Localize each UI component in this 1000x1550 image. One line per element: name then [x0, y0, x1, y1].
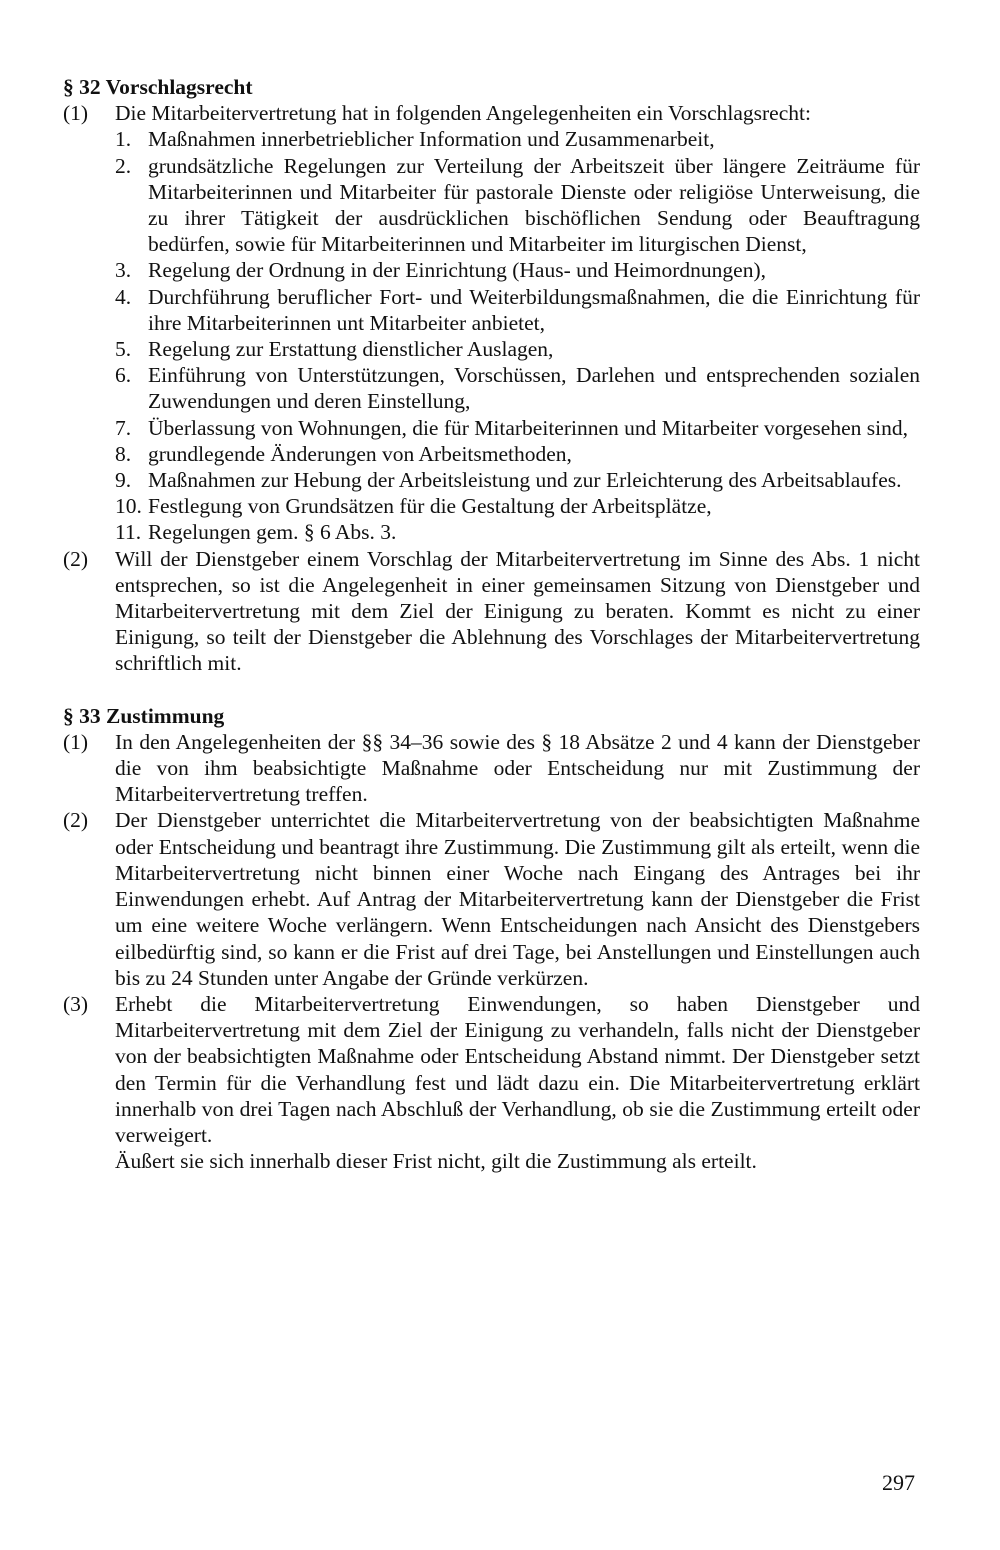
paragraph-text: In den Angelegenheiten der §§ 34–36 sowie des § 18 Absätze 2 und 4 kann der Dienstgeber die von ihm beabsichtigte Maßnahme oder Entscheidung nur mit Zustimmung der Mitarbeitervertretung treffen.	[115, 729, 920, 807]
list-item	[115, 493, 920, 519]
list-item-number: 11.	[115, 520, 142, 545]
paragraph-number: (1)	[63, 101, 89, 126]
paragraph-32-2	[63, 546, 920, 677]
list-item-text: grundlegende Änderungen von Arbeitsmethoden,	[148, 441, 572, 466]
list-item-number: 10.	[115, 494, 142, 519]
paragraph-number: (1)	[63, 729, 89, 754]
list-item-text: Maßnahmen zur Hebung der Arbeitsleistung und zur Erleichterung des Arbeitsablaufes.	[148, 468, 902, 493]
paragraph-text: Erhebt die Mitarbeitervertretung Einwendungen, so haben Dienstgeber und Mitarbeitervertretung mit dem Ziel der Einigung zu verhandeln, falls nicht der Dienstgeber von der beabsichtigten Maßnahme oder Entscheidung Abstand nimmt. Der Dienstgeber setzt den Termin für die Verhandlung fest und lädt dazu ein. Die Mitarbeitervertretung erklärt innerhalb von drei Tagen nach Abschluß der Verhandlung, ob sie die Zustimmung erteilt oder verweigert.	[115, 991, 920, 1147]
list-item-number: 4.	[115, 284, 132, 309]
paragraph-text: Will der Dienstgeber einem Vorschlag der Mitarbeitervertretung im Sinne des Abs. 1 nicht entsprechen, so ist die Angelegenheit in einer gemeinsamen Sitzung von Dienstgeber und Mitarbeitervertretung mit dem Ziel der Einigung zu beraten. Kommt es nicht zu einer Einigung, so teilt der Dienstgeber die Ablehnung des Vorschlages der Mitarbeitervertretung schriftlich mit.	[115, 546, 920, 676]
paragraph-number: (3)	[63, 991, 89, 1016]
paragraph-33-2	[63, 807, 920, 990]
list-item-text: Regelung der Ordnung in der Einrichtung (Haus- und Heimordnungen),	[148, 258, 766, 283]
list-item-number: 3.	[115, 258, 132, 283]
list-item-text: Regelung zur Erstattung dienstlicher Auslagen,	[148, 337, 554, 362]
list-item-text: Regelungen gem. § 6 Abs. 3.	[148, 520, 397, 545]
list-item-number: 7.	[115, 415, 132, 440]
list-item-text: Festlegung von Grundsätzen für die Gestaltung der Arbeitsplätze,	[148, 494, 712, 519]
paragraph-32-1	[63, 100, 920, 545]
list-item	[115, 467, 920, 493]
list-item	[115, 153, 920, 258]
paragraph-text: Der Dienstgeber unterrichtet die Mitarbeitervertretung von der beabsichtigten Maßnahme oder Entscheidung und beantragt ihre Zustimmung. Die Zustimmung gilt als erteilt, wenn die Mitarbeitervertretung nicht binnen einer Woche nach Eingang des Antrages bei ihr Einwendungen erhebt. Auf Antrag der Mitarbeitervertretung kann der Dienstgeber die Frist um eine weitere Woche verlängern. Wenn Entscheidungen nach Ansicht des Dienstgebers eilbedürftig sind, so kann er die Frist auf drei Tage, bei Anstellungen und Einstellungen auch bis zu 24 Stunden unter Angabe der Gründe verkürzen.	[115, 808, 920, 990]
section-heading-32: § 32 Vorschlagsrecht	[63, 75, 253, 99]
list-item-number: 1.	[115, 127, 132, 152]
list-item	[115, 284, 920, 336]
paragraph-continuation: Äußert sie sich innerhalb dieser Frist nicht, gilt die Zustimmung als erteilt.	[115, 1149, 757, 1174]
list-item-number: 9.	[115, 468, 132, 493]
list-item	[115, 126, 920, 152]
list-item	[115, 415, 920, 441]
paragraph-text: Die Mitarbeitervertretung hat in folgenden Angelegenheiten ein Vorschlagsrecht:	[115, 101, 811, 126]
list-item-text: grundsätzliche Regelungen zur Verteilung der Arbeitszeit über längere Zeiträume für Mitarbeiterinnen und Mitarbeiter für pastorale Dienste oder religiöse Unterweisung, die zu ihrer Tätigkeit der ausdrücklichen bischöflichen Sendung oder Beauftragung bedürfen, sowie für Mitarbeiterinnen und Mitarbeiter im liturgischen Dienst,	[148, 153, 920, 257]
paragraph-body	[115, 100, 920, 545]
paragraph-number: (2)	[63, 808, 89, 833]
list-item	[115, 362, 920, 414]
document-page	[63, 74, 920, 1174]
page-number: 297	[882, 1470, 915, 1495]
enumerated-list	[115, 126, 920, 545]
list-item-number: 6.	[115, 363, 132, 388]
list-item-text: Überlassung von Wohnungen, die für Mitarbeiterinnen und Mitarbeiter vorgesehen sind,	[148, 415, 908, 440]
list-item-text: Maßnahmen innerbetrieblicher Information und Zusammenarbeit,	[148, 127, 715, 152]
list-item-number: 8.	[115, 441, 132, 466]
paragraph-33-1	[63, 729, 920, 808]
list-item-number: 2.	[115, 153, 132, 178]
list-item-text: Einführung von Unterstützungen, Vorschüssen, Darlehen und entsprechenden sozialen Zuwendungen und deren Einstellung,	[148, 363, 920, 414]
paragraph-33-3	[63, 991, 920, 1148]
list-item	[115, 257, 920, 283]
paragraph-number: (2)	[63, 546, 89, 571]
section-heading-33: § 33 Zustimmung	[63, 703, 225, 728]
list-item	[115, 336, 920, 362]
list-item-text: Durchführung beruflicher Fort- und Weiterbildungsmaßnahmen, die die Einrichtung für ihre Mitarbeiterinnen unt Mitarbeiter anbietet,	[148, 284, 920, 335]
list-item	[115, 519, 920, 545]
list-item	[115, 441, 920, 467]
list-item-number: 5.	[115, 337, 132, 362]
